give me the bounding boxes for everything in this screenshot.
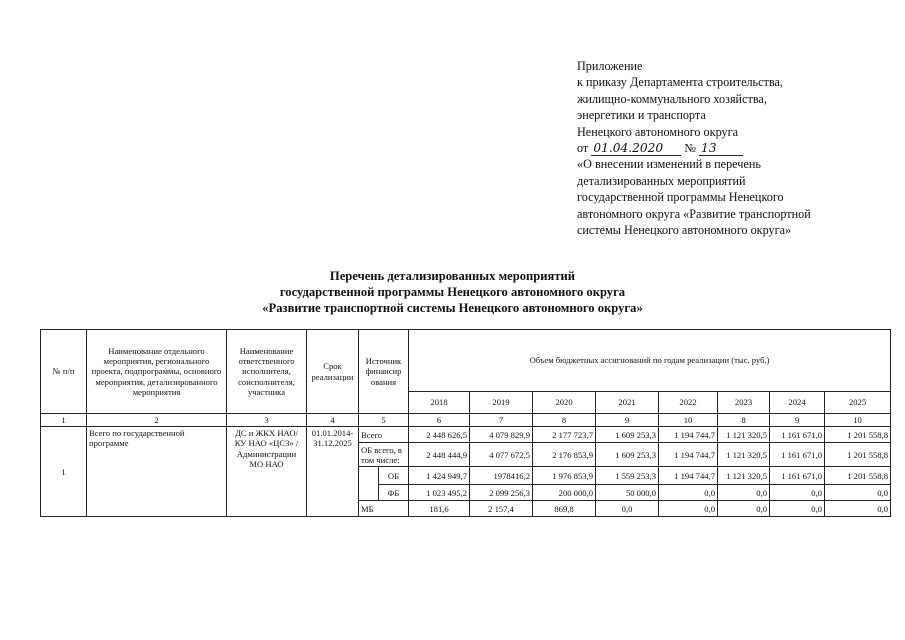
value-cell: 2 157,4 [470,501,533,517]
source-label: ФБ [379,485,409,501]
value-cell: 0,0 [659,501,718,517]
source-label: Всего [359,427,409,443]
col-number: 5 [359,414,409,427]
value-cell: 4 079 829,9 [470,427,533,443]
handwritten-number: 13 [699,141,743,156]
value-cell: 50 000,0 [596,485,659,501]
source-label: ОБ всего, в том числе: [359,443,409,467]
order-date-line [577,140,877,156]
value-cell: 2 176 853,9 [533,443,596,467]
col-number: 9 [770,414,825,427]
value-cell: 2 448 626,5 [409,427,470,443]
title-line: государственной программы Ненецкого автономного округа [279,285,626,299]
header-year: 2025 [825,392,891,414]
appendix-line: энергетики и транспорта [577,108,706,123]
header-year: 2024 [770,392,825,414]
subject-line: автономного округа «Развитие транспортной [577,206,811,221]
value-cell: 0,0 [718,485,770,501]
col-number: 6 [409,414,470,427]
subject-line: системы Ненецкого автономного округа» [577,223,792,238]
value-cell: 4 077 672,5 [470,443,533,467]
value-cell: 1 559 253,3 [596,467,659,485]
row-executor: ДС и ЖКХ НАО/ КУ НАО «ЦСЗ» /Администрации МО НАО [227,427,307,517]
value-cell: 1 609 253,3 [596,427,659,443]
column-numbers-row [41,414,891,427]
indent-cell [359,467,379,501]
value-cell: 1 161 671,0 [770,467,825,485]
appendix-line: Приложение [577,59,643,73]
value-cell: 1 194 744,7 [659,443,718,467]
source-label: МБ [359,501,409,517]
row-name: Всего по государственной программе [87,427,227,517]
value-cell: 1 121 320,5 [718,443,770,467]
header-source: Источник финансир ования [359,330,409,414]
appendix-line: Ненецкого автономного округа [577,124,739,139]
value-cell: 181,6 [409,501,470,517]
value-cell: 0,0 [825,501,891,517]
header-executor: Наименование ответственного исполнителя, соисполнителя, участника [227,330,307,414]
col-number: 7 [470,414,533,427]
col-number: 1 [41,414,87,427]
row-num: 1 [41,427,87,517]
title-line: Перечень детализированных мероприятий [329,269,576,283]
value-cell: 1 976 853,9 [533,467,596,485]
value-cell: 1 023 495,2 [409,485,470,501]
value-cell: 2 448 444,9 [409,443,470,467]
header-year: 2019 [470,392,533,414]
appendix-line: к приказу Департамента строительства, [577,75,783,90]
appendix-line: жилищно-коммунального хозяйства, [577,91,767,106]
title-line: «Развитие транспортной системы Ненецкого автономного округа» [262,301,643,315]
col-number: 4 [307,414,359,427]
value-cell: 1 194 744,7 [659,427,718,443]
header-year: 2020 [533,392,596,414]
value-cell: 1 161 671,0 [770,443,825,467]
col-number: 9 [596,414,659,427]
value-cell: 0,0 [770,501,825,517]
value-cell: 1 424 949,7 [409,467,470,485]
subject-line: государственной программы Ненецкого [577,190,784,205]
col-number: 8 [718,414,770,427]
activities-table [40,329,891,517]
header-term: Срок реализации [307,330,359,414]
value-cell: 2 177 723,7 [533,427,596,443]
value-cell: 1 194 744,7 [659,467,718,485]
value-cell: 200 000,0 [533,485,596,501]
value-cell: 2 099 256,3 [470,485,533,501]
date-prefix: от [577,141,589,156]
col-number: 10 [659,414,718,427]
value-cell: 1 121 320,5 [718,467,770,485]
value-cell: 1 201 558,8 [825,443,891,467]
value-cell: 0,0 [770,485,825,501]
col-number: 2 [87,414,227,427]
header-year: 2018 [409,392,470,414]
table-row [41,427,891,443]
value-cell: 869,8 [533,501,596,517]
value-cell: 1 201 558,8 [825,467,891,485]
source-label: ОБ [379,467,409,485]
value-cell: 1 121 320,5 [718,427,770,443]
col-number: 10 [825,414,891,427]
value-cell: 1978416,2 [470,467,533,485]
number-prefix: № [684,141,696,156]
header-num: № п/п [41,330,87,414]
col-number: 3 [227,414,307,427]
value-cell: 1 161 671,0 [770,427,825,443]
handwritten-date: 01.04.2020 [591,141,681,156]
subject-line: детализированных мероприятий [577,173,746,188]
value-cell: 1 609 253,3 [596,443,659,467]
value-cell: 0,0 [596,501,659,517]
document-title [0,268,905,316]
row-term: 01.01.2014-31.12.2025 [307,427,359,517]
subject-line: «О внесении изменений в перечень [577,157,761,172]
col-number: 8 [533,414,596,427]
value-cell: 0,0 [659,485,718,501]
header-row [41,330,891,392]
header-name: Наименование отдельного мероприятия, регионального проекта, подпрограммы, основного мероприятия, детализированного мероприятия [87,330,227,414]
value-cell: 1 201 558,8 [825,427,891,443]
header-year: 2023 [718,392,770,414]
appendix-block [577,58,877,238]
header-year: 2022 [659,392,718,414]
header-volume: Объем бюджетных ассигнований по годам реализации (тыс. руб.) [409,330,891,392]
value-cell: 0,0 [825,485,891,501]
value-cell: 0,0 [718,501,770,517]
header-year: 2021 [596,392,659,414]
